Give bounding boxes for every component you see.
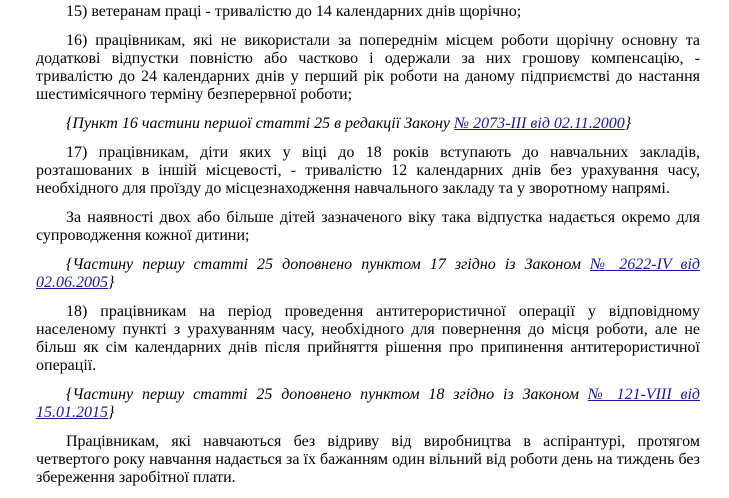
note-end: } [108,404,115,421]
item-15: 15) ветеранам праці - тривалістю до 14 календарних днів щорічно; [66,3,522,20]
note-end: } [624,115,632,132]
law-link-2073-iii[interactable]: № 2073-III від 02.11.2000 [454,115,625,132]
item-16: 16) працівникам, які не використали за попереднім місцем роботи щорічну основну та додаткові відпустки повністю або частково і одержали за них грошову компенсацію, - тривалістю до 24 календарних днів у перший рік роботи на даному підприємстві до настання шестимісячного терміну безперервної роботи; [36,32,700,103]
note-text: {Пункт 16 частини першої статті 25 в редакції Закону [66,115,455,132]
law-link-2622-iv[interactable]: № 2622-IV від 02.06.2005 [36,256,700,291]
law-article-text [36,3,700,498]
note-text: {Частину першу статті 25 доповнено пунктом 18 згідно із Законом [66,386,588,403]
item-18: 18) працівникам на період проведення антитерористичної операції у відповідному населеному пункті з урахуванням часу, необхідного для повернення до місця роботи, але не більш як сім календарних днів після прийняття рішення про припинення антитерористичної операції. [36,303,700,374]
amendment-note-18 [36,386,700,422]
item-17: 17) працівникам, діти яких у віці до 18 років вступають до навчальних закладів, розташованих в іншій місцевості, - тривалістю 12 календарних днів без урахування часу, необхідного для проїзду до місцезнаходження навчального закладу та у зворотному напрямі. [36,144,700,197]
note-text: {Частину першу статті 25 доповнено пунктом 17 згідно із Законом [66,256,591,273]
law-link-121-viii[interactable]: № 121-VIII від 15.01.2015 [36,386,701,421]
amendment-note-17 [36,256,700,292]
amendment-note-16 [36,115,700,133]
item-17-continuation: За наявності двох або більше дітей зазначеного віку така відпустка надається окремо для супроводження кожної дитини; [36,209,700,244]
postgraduate-paragraph: Працівникам, які навчаються без відриву від виробництва в аспірантурі, протягом четвертого року навчання надається за їх бажанням один вільний від роботи день на тиждень без збереження заробітної плати. [36,433,700,486]
note-end: } [108,274,115,291]
